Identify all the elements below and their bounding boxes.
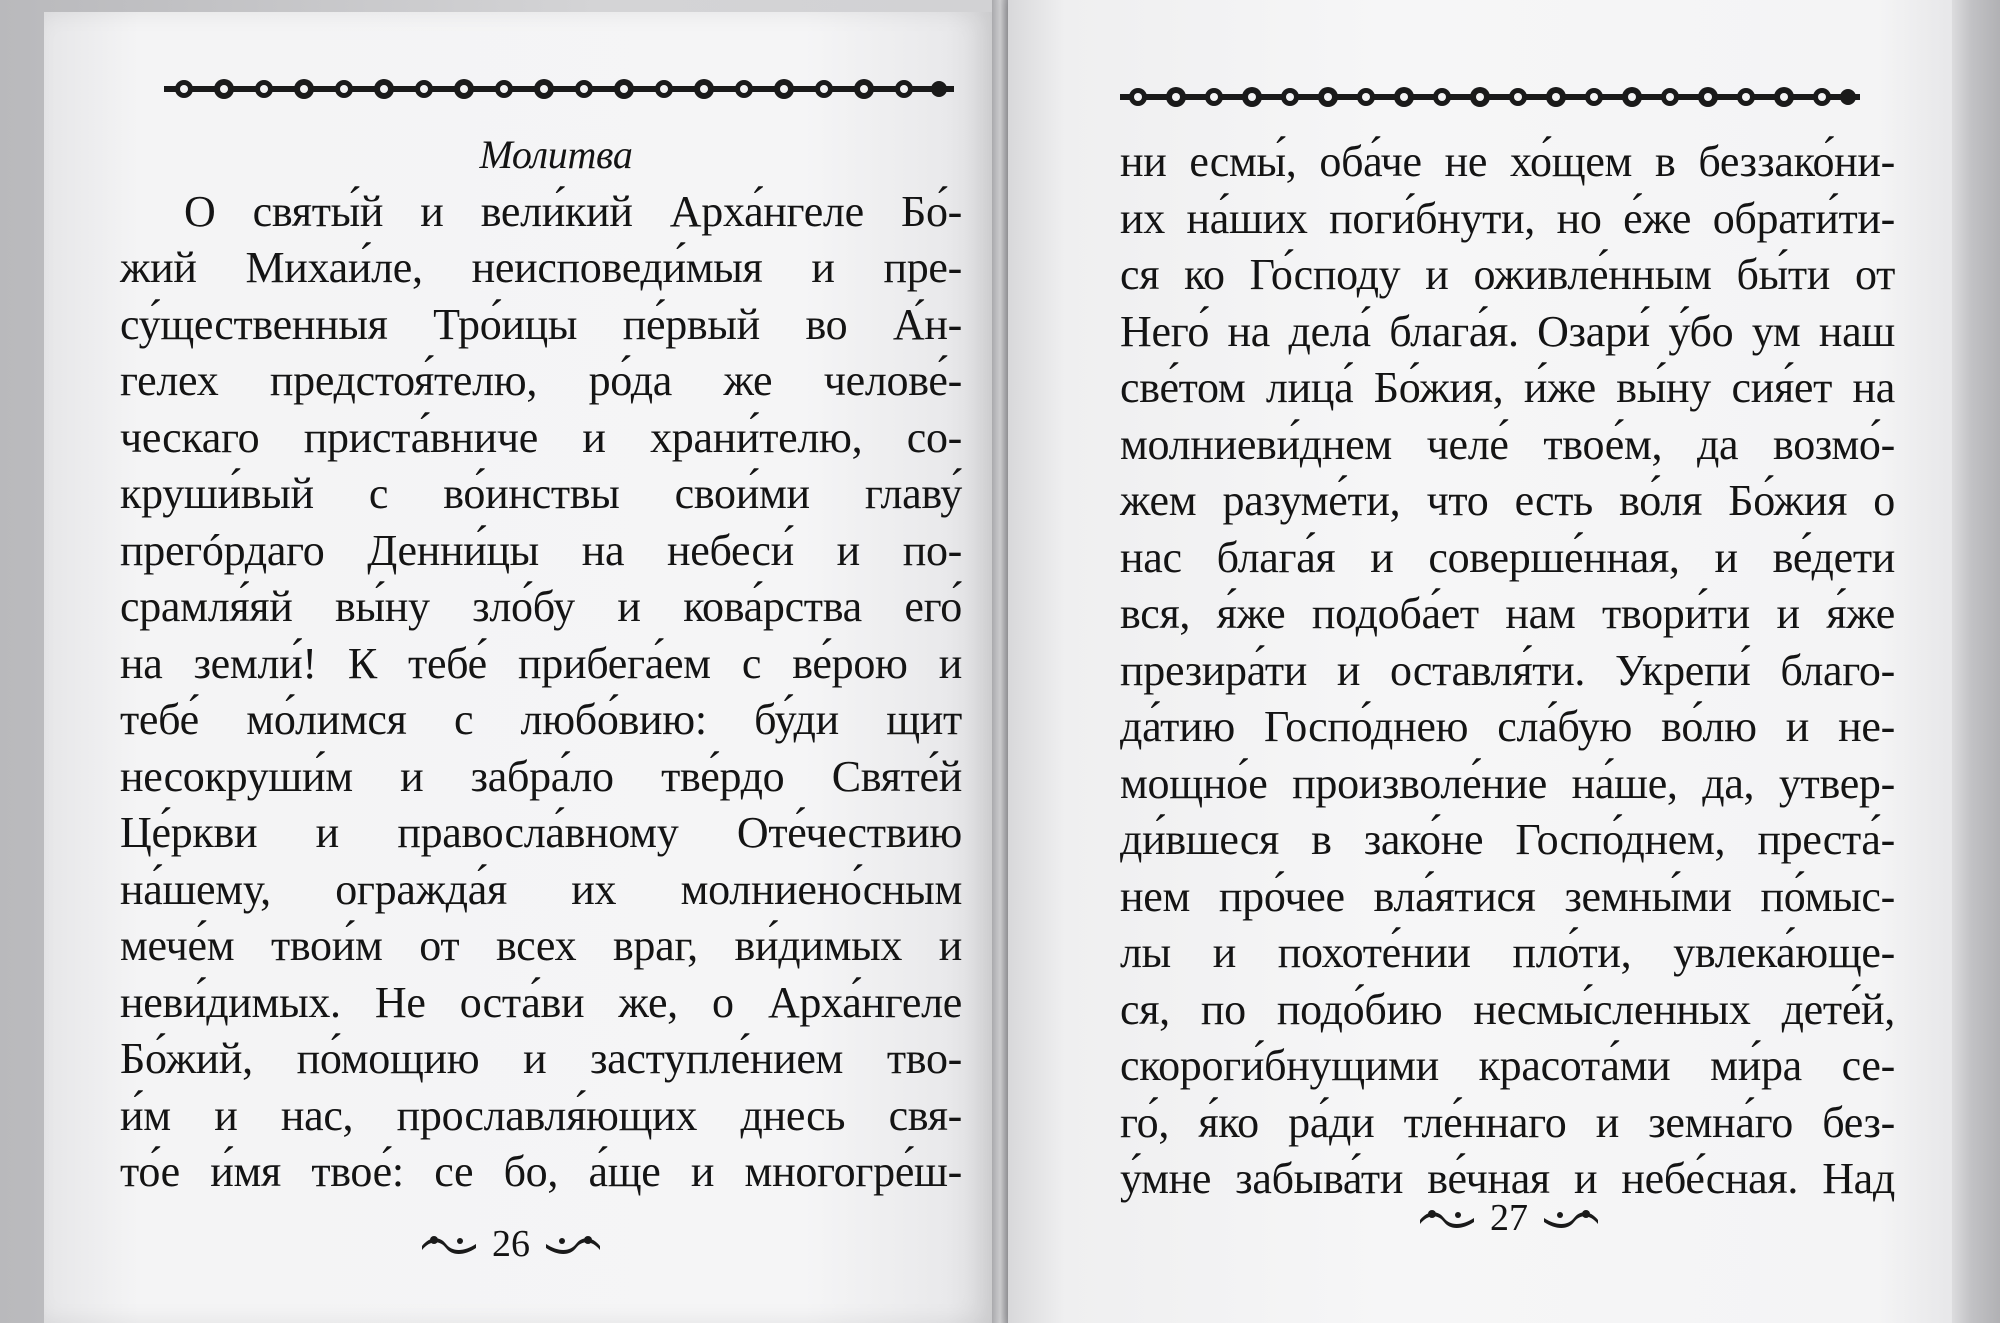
right-page [1008,0,1953,1323]
text-line: тебе́ мо́лимся с любо́вию: бу́ди щит [120,695,962,744]
text-line: Це́ркви и правосла́вному Оте́чествию [120,808,962,857]
text-line: круши́вый с во́инствы свои́ми главу́ [120,469,962,518]
text-line: на земли́! К тебе́ прибега́ем с ве́рою и [120,638,962,688]
page-number: 26 [492,1223,530,1265]
text-line: ди́вшеся в зако́не Госпо́днем, преста́- [1120,815,1895,864]
header-ornament-icon [164,76,954,102]
text-line: мече́м твои́м от всех враг, ви́димых и [120,921,962,970]
text-line: жем разуме́ти, что есть во́ля Бо́жия о [1120,476,1895,525]
text-line: несокруши́м и забра́ло тве́рдо Святе́й [120,751,962,801]
text-line: скороги́бнущими красота́ми ми́ра се- [1120,1041,1895,1090]
text-line: на́шему, огражда́я их молниено́сным [120,864,962,914]
text-line: то́е и́мя твое́: се бо, а́ще и многогре́ш- [120,1147,962,1196]
fleuron-icon [420,1232,478,1256]
text-line: молниеви́днем челе́ твое́м, да возмо́- [1120,419,1895,469]
text-line: ся ко Го́споду и оживле́нным бы́ти от [1120,250,1895,299]
text-line: Бо́жий, по́мощию и заступле́нием тво- [120,1034,962,1083]
text-line: нем про́чее вла́ятися земны́ми по́мыс- [1120,871,1895,921]
text-line: их на́ших поги́бнути, но е́же обрати́ти- [1120,193,1895,243]
text-line: у́мне забыва́ти ве́чная и небе́сная. Над [1120,1154,1895,1203]
fleuron-icon [1542,1206,1600,1230]
text-line: неви́димых. Не оста́ви же, о Арха́нгеле [120,977,962,1027]
prayer-heading: Молитва [479,132,633,177]
text-line: мощно́е произволе́ние на́ше, да, утвер- [1120,758,1895,808]
header-ornament-icon [1120,84,1860,110]
page-number: 27 [1490,1197,1528,1239]
text-line: ни есмы́, оба́че не хо́щем в беззако́ни- [1120,137,1895,186]
text-line: нас блага́я и соверше́нная, и ве́дети [1120,532,1895,582]
text-line: гелех предстоя́телю, ро́да же челове́- [120,356,962,405]
fleuron-icon [1418,1206,1476,1230]
text-line: прегóрдаго Денни́цы на небеси́ и по- [120,525,962,575]
text-line: лы и похоте́нии пло́ти, увлека́юще- [1120,928,1895,977]
text-line: ческаго приста́вниче и храни́телю, со- [120,412,962,462]
text-line: О святы́й и вели́кий Арха́нгеле Бо́- [184,186,962,236]
text-line: су́щественныя Тро́ицы пе́рвый во А́н- [120,299,962,349]
text-line: ся, по подо́бию несмы́сленных дете́й, [1120,984,1895,1034]
text-line: вся, я́же подоба́ет нам твори́ти и я́же [1120,589,1895,638]
text-line: и́м и нас, прославля́ющих днесь свя- [120,1090,962,1140]
text-line: жий Михаи́ле, неисповеди́мыя и пре- [120,243,962,292]
text-line: срамля́яй вы́ну зло́бу и кова́рства его́ [120,582,962,631]
left-page [44,12,994,1323]
text-line: да́тию Госпо́днею сла́бую во́лю и не- [1120,702,1895,751]
text-line: Него́ на дела́ блага́я. Озари́ у́бо ум наш [1120,306,1895,356]
left-page-text [120,127,962,1201]
fleuron-icon [544,1232,602,1256]
page-number-right [1418,1196,1600,1240]
text-line: го́, я́ко ра́ди тле́ннаго и земна́го без- [1120,1097,1895,1147]
page-number-left [420,1222,602,1266]
text-line: све́том лица́ Бо́жия, и́же вы́ну сия́ет на [1120,363,1895,412]
page-stack-edge [1952,0,2000,1323]
right-page-text [1120,134,1895,1208]
text-line: презира́ти и оставля́ти. Укрепи́ благо- [1120,645,1895,695]
